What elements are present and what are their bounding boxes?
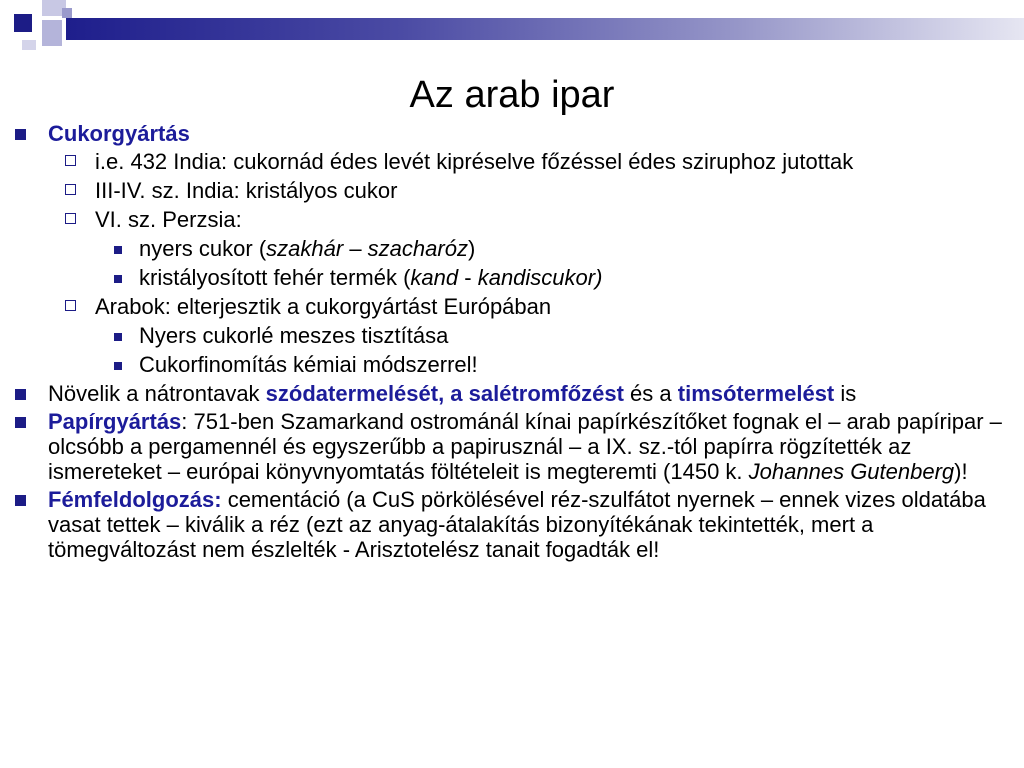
item-text: i.e. 432 India: cukornád édes levét kipréselve főzéssel édes sziruphoz jutottak xyxy=(95,149,854,174)
item-text-italic: Johannes Gutenberg xyxy=(748,459,955,484)
slide-title: Az arab ipar xyxy=(409,74,615,116)
small-square-bullet-icon xyxy=(114,362,122,370)
decor-square xyxy=(22,40,36,50)
heading-papirgyartas: Papírgyártás xyxy=(48,409,182,434)
item-text-italic: szakhár xyxy=(266,236,344,261)
slide-content xyxy=(0,121,1024,565)
list-item xyxy=(0,265,1024,290)
item-text: - xyxy=(458,265,478,290)
hollow-square-bullet-icon xyxy=(65,184,76,195)
list-item xyxy=(0,381,1024,406)
heading-cukorgyartas: Cukorgyártás xyxy=(48,121,190,146)
item-text-italic: kand xyxy=(410,265,459,290)
hollow-square-bullet-icon xyxy=(65,155,76,166)
square-bullet-icon xyxy=(15,417,26,428)
list-item xyxy=(0,487,1024,562)
list-item xyxy=(0,409,1024,484)
square-bullet-icon xyxy=(15,129,26,140)
item-text: )! xyxy=(954,459,968,484)
list-item xyxy=(0,352,1024,377)
item-text: – xyxy=(343,236,368,261)
square-bullet-icon xyxy=(15,495,26,506)
list-item xyxy=(0,294,1024,319)
item-text-italic: kandiscukor) xyxy=(477,265,603,290)
item-text-italic: szacharóz xyxy=(367,236,468,261)
header-decoration xyxy=(0,0,1024,50)
square-bullet-icon xyxy=(15,389,26,400)
highlight-text: timsótermelést xyxy=(677,381,835,406)
small-square-bullet-icon xyxy=(114,333,122,341)
hollow-square-bullet-icon xyxy=(65,300,76,311)
hollow-square-bullet-icon xyxy=(65,213,76,224)
item-text: is xyxy=(834,381,857,406)
item-text: cementáció (a CuS pörkölésével réz-szulfátot nyernek – ennek vizes oldatába vasat tettek – kiválik a réz (ezt az anyag-átalakítás bizonyítékának tekintették, mert a tömegváltozást nem észlelték - Arisztotelész tanait fogadták el! xyxy=(48,487,986,562)
list-item xyxy=(0,323,1024,348)
small-square-bullet-icon xyxy=(114,246,122,254)
small-square-bullet-icon xyxy=(114,275,122,283)
decor-square xyxy=(14,14,32,32)
item-text: 751-ben Szamarkand ostrománál kínai papírkészítőket fognak el – arab papíripar – olcsóbb a pergamennél és egyszerűbb a papirusznál – a IX. sz.-tól papírra rögzítették az ismereteket – európai könyvnyomtatás föltételeit is megteremti (1450 k. xyxy=(48,409,1002,484)
item-text: nyers cukor ( xyxy=(139,236,267,261)
decor-square xyxy=(42,20,62,46)
item-text: és a xyxy=(623,381,678,406)
item-text: III-IV. sz. India: kristályos cukor xyxy=(95,178,398,203)
item-text: VI. sz. Perzsia: xyxy=(95,207,242,232)
list-item xyxy=(0,236,1024,261)
item-text: Arabok: elterjesztik a cukorgyártást Európában xyxy=(95,294,552,319)
decor-square xyxy=(62,8,72,18)
item-text: Növelik a nátrontavak xyxy=(48,381,266,406)
list-item xyxy=(0,121,1024,146)
item-text: : xyxy=(181,409,188,434)
item-text: ) xyxy=(467,236,476,261)
list-item xyxy=(0,178,1024,203)
highlight-text: szódatermelését, a salétromfőzést xyxy=(265,381,624,406)
list-item xyxy=(0,207,1024,232)
header-gradient-band xyxy=(66,18,1024,40)
item-text: Cukorfinomítás kémiai módszerrel! xyxy=(139,352,478,377)
item-text: Nyers cukorlé meszes tisztítása xyxy=(139,323,449,348)
item-text: kristályosított fehér termék ( xyxy=(139,265,411,290)
heading-femfeldolgozas: Fémfeldolgozás: xyxy=(48,487,222,512)
list-item xyxy=(0,149,1024,174)
